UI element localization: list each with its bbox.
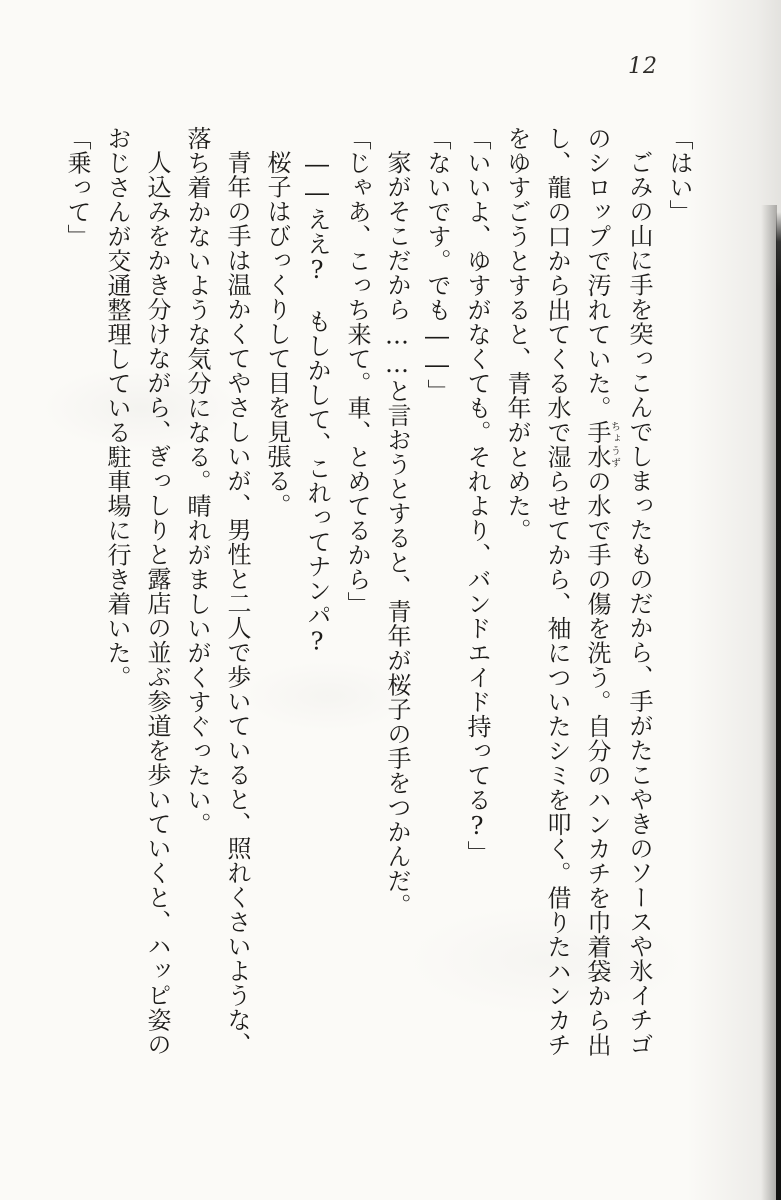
text-line: 「いいよ、ゆすがなくても。それより、バンドエイド持ってる?」 (463, 126, 491, 865)
text-line: 「はい」 (665, 126, 693, 224)
scan-edge-shadow (761, 205, 777, 1200)
text-line: 桜子はびっくりして目を見張る。 (263, 150, 291, 518)
text-line: 青年の手は温かくてやさしいが、男性と二人で歩いていると、照れくさいような、 (223, 150, 251, 1057)
text-line: 落ち着かないような気分になる。晴れがましいがくすぐったい。 (183, 126, 211, 837)
scan-gutter-strip (776, 212, 781, 1200)
text-line: をゆすごうとすると、青年がとめた。 (503, 126, 531, 543)
text-segment: のシロップで汚れていた。 (583, 126, 611, 420)
text-line: 「ないです。でも――」 (423, 126, 451, 404)
ruby-base: 手水 (583, 420, 611, 469)
text-segment: の水で手の傷を洗う。自分のハンカチを巾着袋から出 (583, 469, 611, 1057)
text-line: おじさんが交通整理している駐車場に行き着いた。 (103, 126, 131, 690)
body-text (57, 126, 699, 1074)
page-number: 12 (628, 54, 658, 79)
text-line-with-ruby (577, 126, 619, 1074)
text-line: ――ええ? もしかして、これってナンパ? (303, 150, 331, 656)
text-line: 「乗って」 (63, 126, 91, 249)
text-line: 人込みをかき分けながら、ぎっしりと露店の並ぶ参道を歩いていくと、ハッピ姿の (143, 150, 171, 1057)
text-line: 「じゃあ、こっち来て。車、とめてるから」 (343, 126, 371, 616)
text-line: し、龍の口から出てくる水で湿らせてから、袖についたシミを叩く。借りたハンカチ (543, 126, 571, 1057)
ruby-furigana: ちょうず (608, 420, 620, 469)
ruby-annotation (583, 420, 620, 469)
text-line: ごみの山に手を突っこんでしまったものだから、手がたこやきのソースや氷イチゴ (625, 150, 653, 1057)
text-line: 家がそこだから……と言おうとすると、青年が桜子の手をつかんだ。 (383, 150, 411, 918)
